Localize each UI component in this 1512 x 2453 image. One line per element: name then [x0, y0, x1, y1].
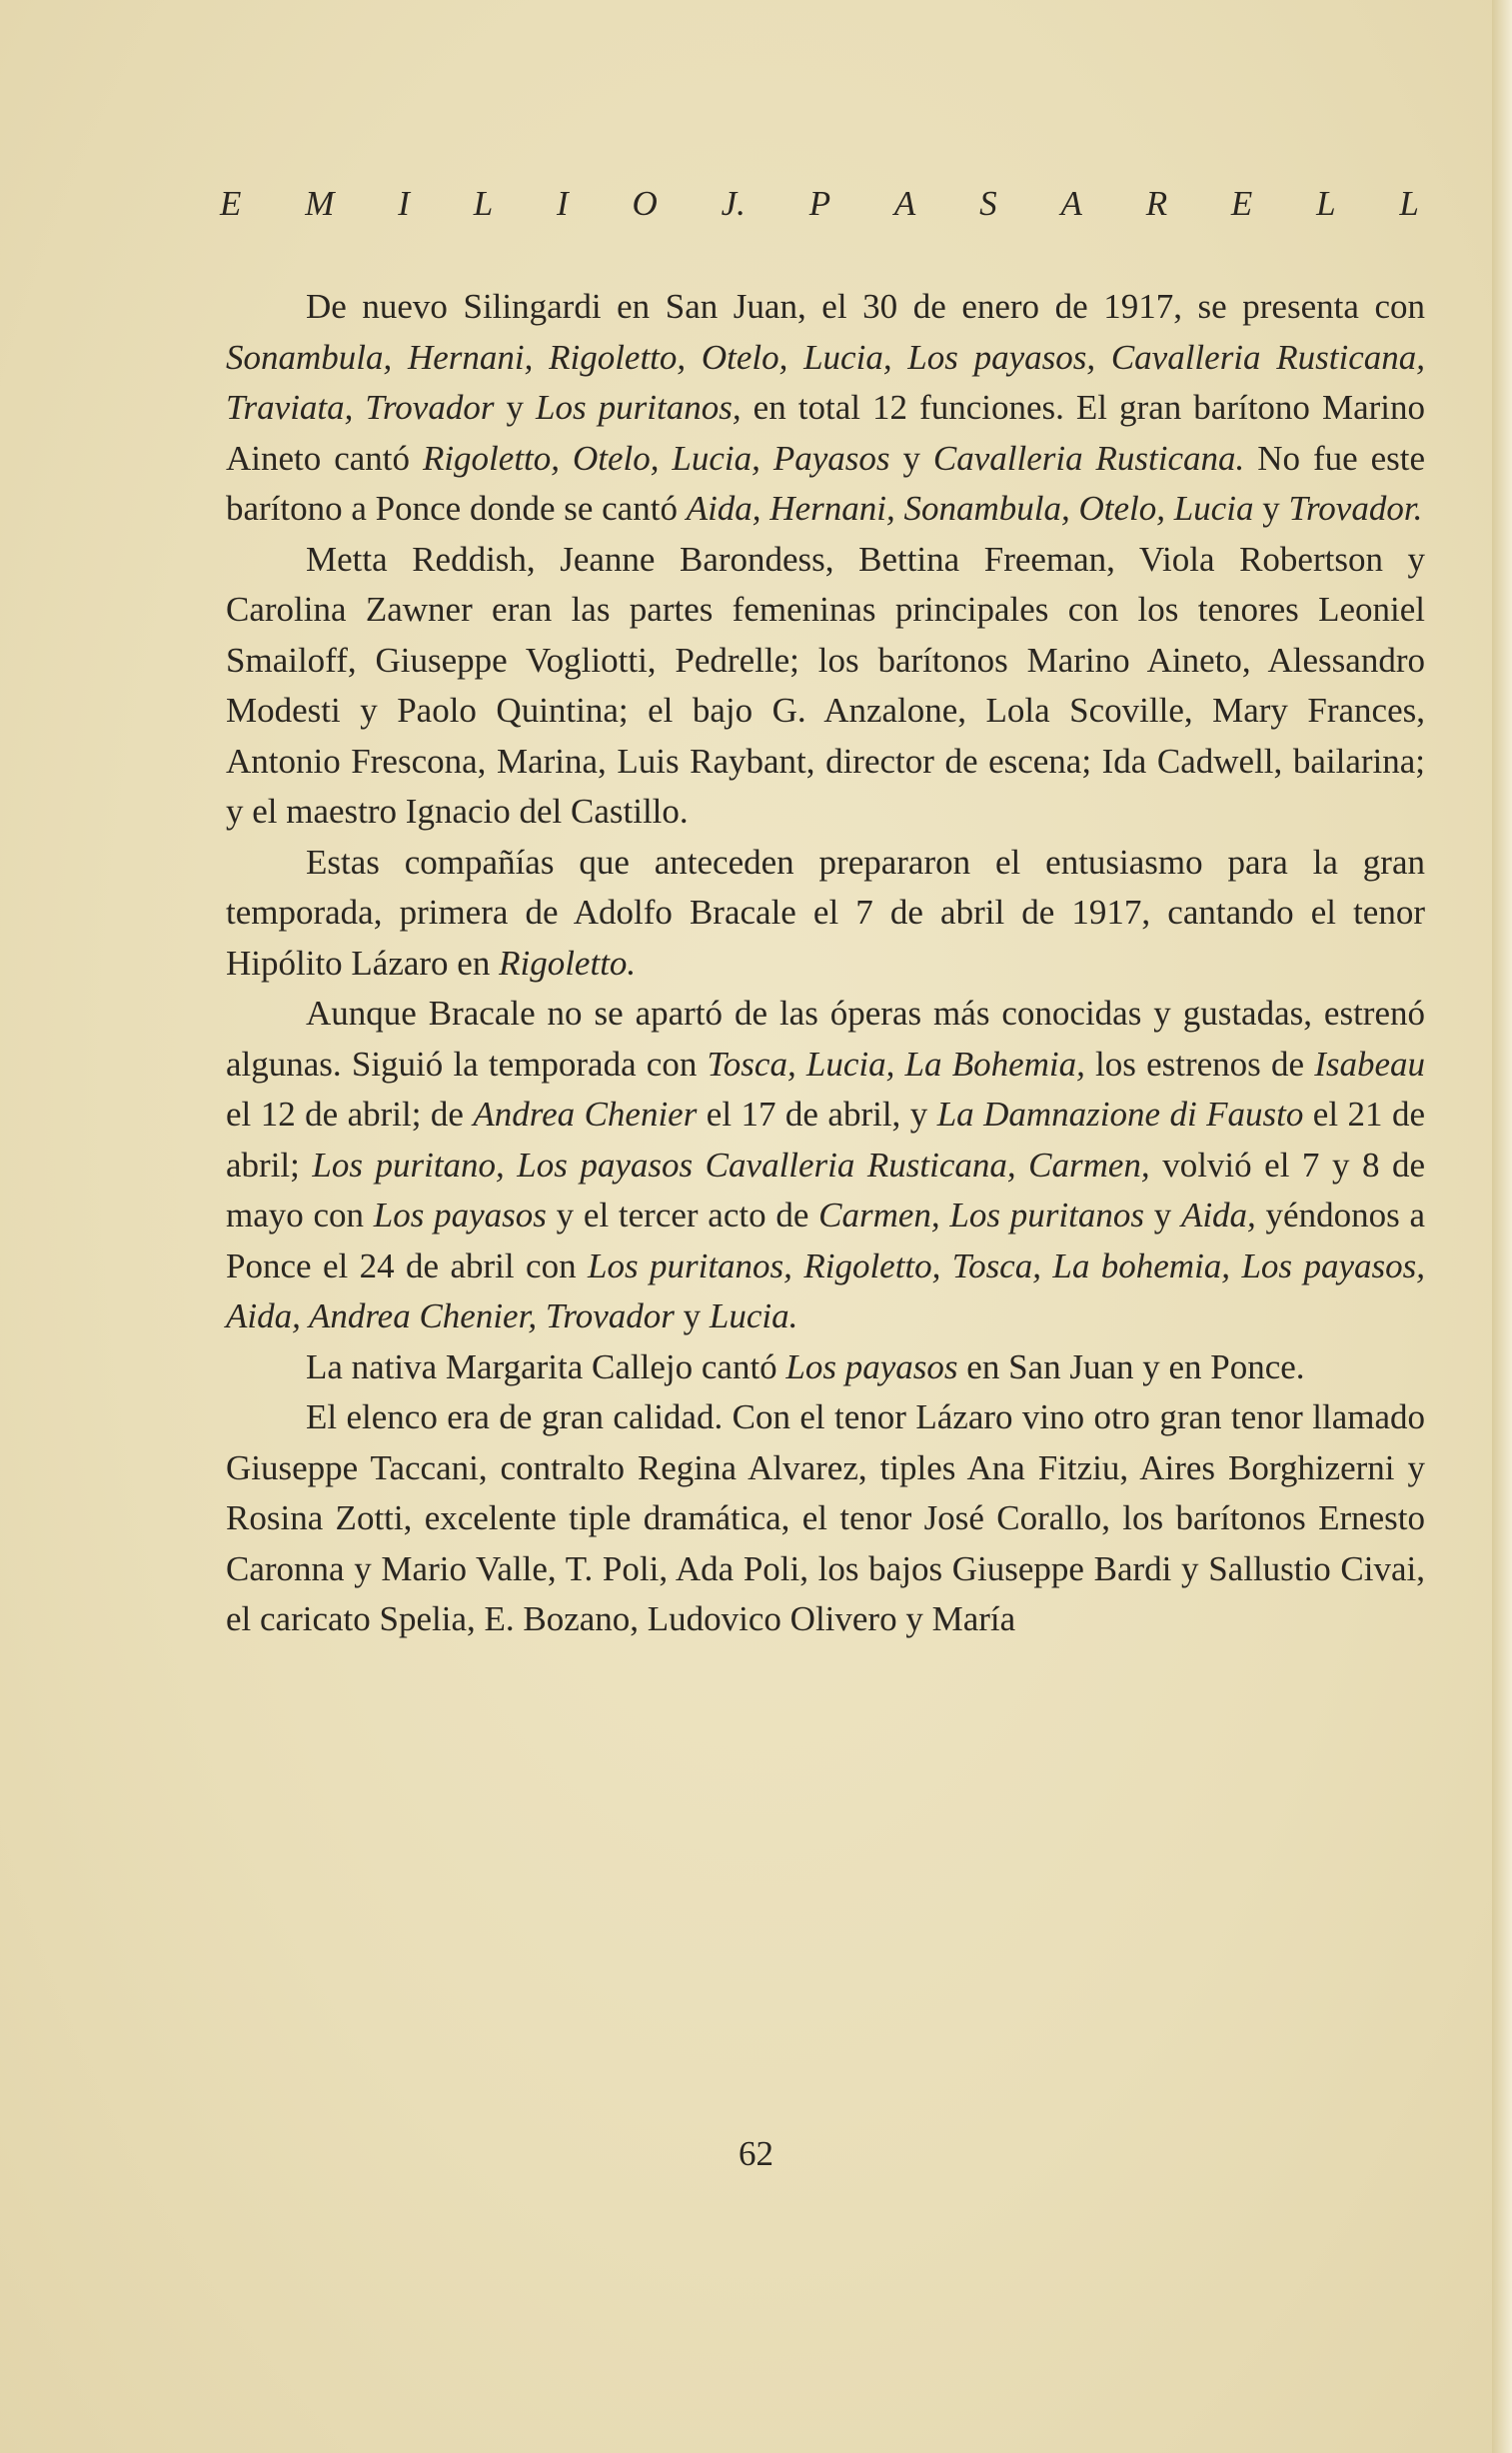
running-head-letter: S — [979, 184, 997, 223]
italic-title-run: Los payasos — [373, 1196, 547, 1234]
italic-title-run: Los puritanos, Rigoletto, Tosca, La bohemia, Los payasos, Aida, Andrea Chenier, Trovador — [226, 1245, 1425, 1335]
body-text — [226, 282, 1425, 1645]
paragraph — [226, 1392, 1425, 1645]
text-run: el 17 de abril, y — [697, 1095, 937, 1134]
running-head-letter: A — [893, 184, 916, 223]
text-run: en total 12 funciones. El gran barítono Marino Aineto cantó — [226, 388, 1426, 478]
running-head-letter: L — [1316, 184, 1336, 223]
italic-title-run: Rigoletto, Otelo, Lucia, Payasos — [422, 438, 890, 478]
italic-title-run: Los payasos — [785, 1346, 958, 1386]
text-run: y — [889, 438, 933, 478]
italic-title-run: Carmen, Los puritanos — [818, 1196, 1144, 1234]
running-head — [220, 184, 1419, 224]
page-number: 62 — [739, 2134, 773, 2173]
italic-title-run: Lucia. — [709, 1296, 798, 1335]
italic-title-run: Trovador. — [1288, 489, 1423, 528]
running-head-letter: L — [473, 184, 494, 223]
running-head-letter: R — [1145, 184, 1168, 223]
text-run: Aunque Bracale no se apartó de las óperas más conocidas y gustadas, estrenó algunas. Siguió la temporada con — [226, 994, 1425, 1084]
italic-title-run: Aida, Hernani, Sonambula, Otelo, Lucia — [686, 489, 1254, 528]
italic-title-run: Los puritanos, — [536, 388, 742, 427]
running-head-letter: L — [1399, 184, 1419, 223]
running-head-letter: A — [1060, 184, 1082, 223]
running-head-letter: P — [808, 184, 831, 223]
italic-title-run: Andrea Chenier — [473, 1095, 698, 1134]
paragraph — [226, 989, 1425, 1342]
text-run: y — [1143, 1196, 1181, 1234]
text-run: volvió el 7 y 8 de mayo con — [226, 1145, 1425, 1234]
italic-title-run: Sonambula, Hernani, Rigoletto, Otelo, Lucia, Los payasos, Cavalleria Rusticana, Traviata, Trovador — [226, 337, 1425, 427]
italic-title-run: Rigoletto. — [499, 943, 637, 983]
text-run: y — [1253, 489, 1289, 528]
text-run: yéndonos a Ponce el 24 de abril con — [226, 1196, 1425, 1285]
text-run: No fue este barítono a Ponce donde se cantó — [226, 438, 1425, 528]
italic-title-run: Aida, — [1180, 1196, 1256, 1234]
text-run: el 12 de abril; de — [226, 1095, 474, 1134]
italic-title-run: Cavalleria Rusticana. — [932, 438, 1245, 478]
text-run: en San Juan y en Ponce. — [957, 1346, 1305, 1386]
text-run: La nativa Margarita Callejo cantó — [306, 1346, 786, 1386]
running-head-letter: I — [556, 184, 569, 223]
running-head-letter: E — [220, 184, 242, 223]
italic-title-run: La Damnazione di Fausto — [936, 1095, 1304, 1134]
text-run: Metta Reddish, Jeanne Barondess, Bettina Freeman, Viola Robertson y Carolina Zawner eran las partes femeninas principales con los tenores Leoniel Smailoff, Giuseppe Vogliotti, Pedrelle; los barítonos Marino Aineto, Alessandro Modesti y Paolo Quintina; el bajo G. Anzalone, Lola Scoville, Mary Frances, Antonio Frescona, Marina, Luis Raybant, director de escena; Ida Cadwell, bailarina; y el maestro Ignacio del Castillo. — [226, 539, 1425, 831]
text-run: y — [674, 1296, 710, 1335]
italic-title-run: Los puritano, Los payasos Cavalleria Rusticana, Carmen, — [312, 1145, 1150, 1185]
running-head-letter: J. — [721, 184, 746, 223]
text-run: los estrenos de — [1084, 1044, 1315, 1084]
text-run: El elenco era de gran calidad. Con el tenor Lázaro vino otro gran tenor llamado Giuseppe Taccani, contralto Regina Alvarez, tiples Ana Fitziu, Aires Borghizerni y Rosina Zotti, excelente tiple dramática, el tenor José Corallo, los barítonos Ernesto Caronna y Mario Valle, T. Poli, Ada Poli, los bajos Giuseppe Bardi y Sallustio Civai, el caricato Spelia, E. Bozano, Ludovico Olivero y María — [226, 1397, 1425, 1638]
italic-title-run: Isabeau — [1314, 1044, 1425, 1084]
running-head-letter: M — [305, 184, 335, 223]
text-run: y — [494, 388, 537, 427]
page-edge-shadow — [1492, 0, 1512, 2453]
paragraph — [226, 838, 1425, 990]
running-head-letter: I — [398, 184, 410, 223]
text-run: Estas compañías que anteceden prepararon el entusiasmo para la gran temporada, primera de Adolfo Bracale el 7 de abril de 1917, cantando el tenor Hipólito Lázaro en — [226, 842, 1425, 983]
text-run: De nuevo Silingardi en San Juan, el 30 de enero de 1917, se presenta con — [306, 287, 1425, 326]
running-head-letter: E — [1230, 184, 1253, 223]
running-head-letter: O — [632, 184, 658, 223]
paragraph — [226, 282, 1425, 535]
text-run: y el tercer acto de — [546, 1196, 819, 1234]
text-run: el 21 de abril; — [226, 1095, 1425, 1185]
paragraph — [226, 535, 1425, 838]
paragraph — [226, 1342, 1425, 1393]
italic-title-run: Tosca, Lucia, La Bohemia, — [707, 1044, 1085, 1084]
